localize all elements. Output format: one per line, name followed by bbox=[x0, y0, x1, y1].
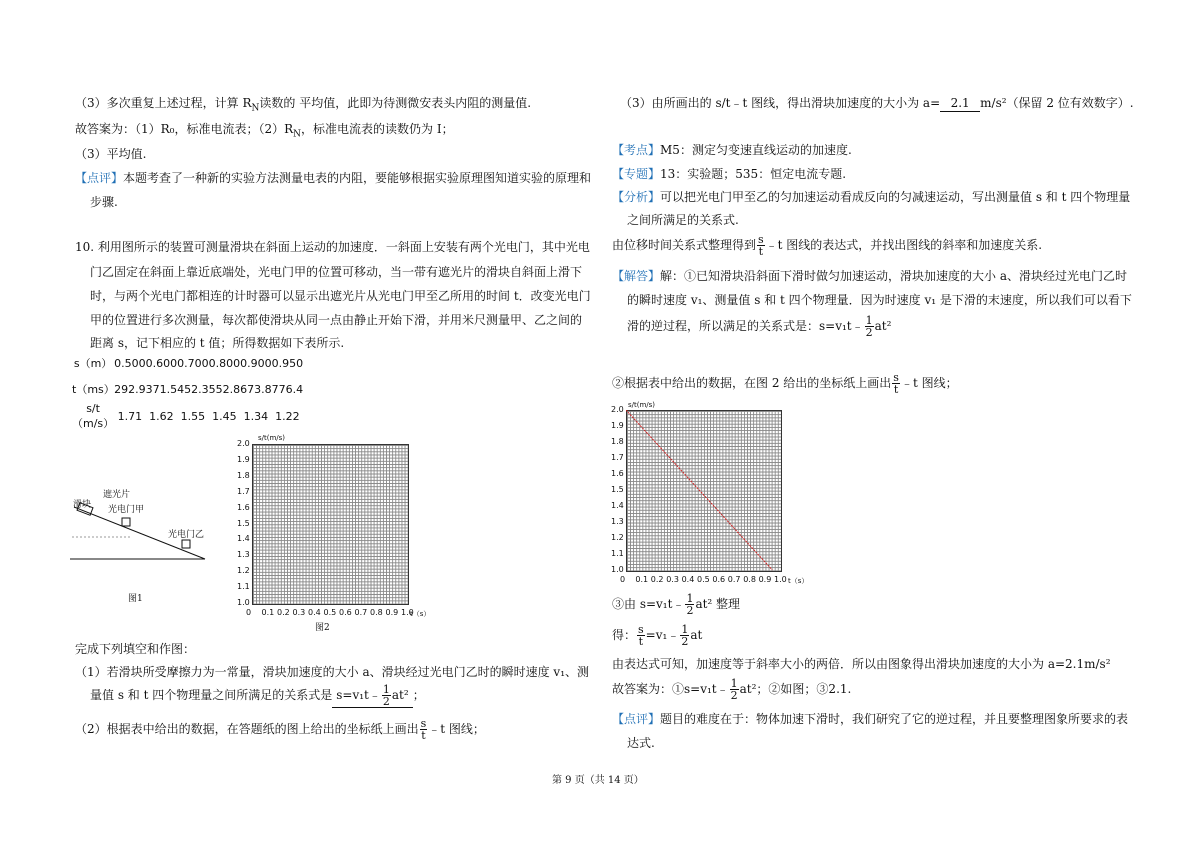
y-tick-label: 1.3 bbox=[237, 550, 250, 560]
table-cell: 1.22 bbox=[275, 410, 300, 423]
table-cell: s（m） bbox=[73, 357, 113, 370]
answer-blank: 2.1 bbox=[940, 95, 980, 112]
y-tick-label: 1.0 bbox=[611, 565, 624, 574]
y-tick-label: 1.7 bbox=[237, 486, 250, 496]
step-line: 得： $\frac{s}{t}$ =v₁﹣ $\frac{1}{2}$ at bbox=[612, 623, 703, 648]
y-tick-label: 1.2 bbox=[237, 566, 250, 576]
table-cell: 1.62 bbox=[149, 410, 174, 423]
table-cell: 0.600 bbox=[145, 356, 178, 370]
y-tick-label: 1.6 bbox=[611, 469, 624, 478]
x-tick-label: 0.2 bbox=[650, 575, 664, 584]
table-cell: 1.55 bbox=[180, 410, 206, 423]
x-tick-label: 0.9 bbox=[758, 575, 772, 584]
question-text: 10. 利用图所示的装置可测量滑块在斜面上运动的加速度．一斜面上安装有两个光电门，其中光电 bbox=[75, 240, 590, 254]
jieda-line: 的瞬时速度 v₁、测量值 s 和 t 四个物理量．因为时速度 v₁ 是下滑的末速度，所以我们可以看下 bbox=[627, 293, 1132, 307]
conclusion-line: 由表达式可知，加速度等于斜率大小的两倍．所以由图象得出滑块加速度的大小为 a=2.1m/s² bbox=[612, 657, 1111, 671]
figure-caption: 图1 bbox=[128, 594, 143, 604]
y-tick-label: 1.1 bbox=[611, 549, 624, 558]
label-gate-a: 光电门甲 bbox=[108, 505, 145, 515]
label-slider: 滑块 bbox=[73, 500, 92, 510]
table-cell: t（ms） bbox=[72, 383, 115, 396]
dianping-line: 【点评】题目的难度在于：物体加速下滑时，我们研究了它的逆过程，并且要整理图象所要求的表 bbox=[612, 712, 1129, 726]
table-cell: 1.71 bbox=[117, 410, 143, 423]
x-tick-label: 0.5 bbox=[323, 608, 337, 617]
y-tick-label: 1.0 bbox=[237, 598, 250, 607]
table-cell: 1.34 bbox=[243, 410, 269, 423]
incline-diagram bbox=[70, 485, 220, 565]
x-tick-label: 0.3 bbox=[292, 608, 306, 617]
x-axis-label: t（s） bbox=[410, 610, 431, 618]
question-part: 量值 s 和 t 四个物理量之间所满足的关系式是 s=v₁t﹣ $\frac{1}{2}$ at² ； bbox=[90, 683, 425, 708]
table-cell: 776.4 bbox=[271, 382, 304, 396]
question-part: （3）由所画出的 s/t﹣t 图线，得出滑块加速度的大小为 a= 2.1 m/s²（保留 2 位有效数字）. bbox=[620, 96, 1134, 110]
table-cell: 0.900 bbox=[240, 356, 272, 370]
y-axis-label: s/t(m/s) bbox=[628, 401, 656, 409]
x-tick-label: 0.5 bbox=[697, 575, 710, 584]
x-tick-label: 0.7 bbox=[727, 575, 741, 584]
table-cell: 0.700 bbox=[177, 356, 209, 370]
empty-grid bbox=[252, 444, 409, 605]
text-line: 完成下列填空和作图： bbox=[75, 642, 196, 656]
table-cell: 0.950 bbox=[271, 356, 304, 370]
comment-tag: 【点评】 bbox=[75, 171, 124, 185]
answer-blank: s=v₁t﹣ $\frac{1}{2}$ at² bbox=[332, 684, 412, 708]
y-tick-label: 1.4 bbox=[237, 534, 250, 544]
table-cell: 0.800 bbox=[208, 356, 241, 370]
text-line: 故答案为：（1）R₀，标准电流表；$(2)R_N$，标准电流表的读数仍为 I； bbox=[75, 122, 454, 140]
y-tick-label: 1.3 bbox=[611, 517, 624, 526]
table-row bbox=[72, 402, 303, 431]
x-tick-label: 0 bbox=[620, 575, 626, 584]
question-part: （2）根据表中给出的数据，在答题纸的图上给出的坐标纸上画出 $\frac{s}{t}$ ﹣t 图线； bbox=[75, 717, 485, 742]
x-tick-label: 0.9 bbox=[385, 608, 399, 617]
answer-line: 故答案为：①s=v₁t﹣ $\frac{1}{2}$ at²；②如图；③2.1. bbox=[612, 677, 852, 702]
x-tick-label: 1.0 bbox=[774, 575, 787, 584]
table-cell: 0.500 bbox=[114, 356, 146, 370]
x-tick-label: 0.4 bbox=[681, 575, 695, 584]
step-line: ③由 s=v₁t﹣ $\frac{1}{2}$ at² 整理 bbox=[612, 592, 741, 617]
table-cell: 452.3 bbox=[177, 382, 209, 396]
x-tick-label: 1.0 bbox=[401, 608, 414, 617]
y-axis-label: s/t(m/s) bbox=[258, 434, 286, 442]
y-tick-label: 1.8 bbox=[237, 470, 250, 480]
table-cell: 371.5 bbox=[145, 382, 178, 396]
table-cell: 673.8 bbox=[240, 382, 272, 396]
fenxi-line: 之间所满足的关系式. bbox=[627, 213, 739, 227]
y-tick-label: 1.9 bbox=[611, 421, 624, 430]
y-tick-label: 2.0 bbox=[611, 405, 624, 414]
table-cell: 292.9 bbox=[114, 382, 146, 396]
data-table bbox=[72, 350, 303, 431]
y-tick-label: 1.1 bbox=[237, 582, 250, 592]
fit-line bbox=[626, 410, 772, 570]
fit-line-svg bbox=[626, 410, 782, 572]
kaodian-line: 【考点】M5：测定匀变速直线运动的加速度. bbox=[612, 143, 852, 157]
text-line: （3）平均值. bbox=[75, 147, 147, 161]
x-tick-label: 0.8 bbox=[743, 575, 756, 584]
figure-caption: 图2 bbox=[315, 623, 330, 633]
question-text: 距离 s，记下相应的 t 值；所得数据如下表所示. bbox=[90, 336, 345, 350]
x-axis-label: t（s） bbox=[788, 577, 809, 585]
fenxi-line: 【分析】可以把光电门甲至乙的匀加速运动看成反向的匀减速运动，写出测量值 s 和 t 四个物理量 bbox=[612, 190, 1131, 204]
label-gate-b: 光电门乙 bbox=[168, 530, 205, 540]
label-shade: 遮光片 bbox=[103, 490, 131, 500]
x-tick-label: 0.8 bbox=[370, 608, 383, 617]
comment-line: 步骤. bbox=[90, 195, 118, 209]
dianping-line: 达式. bbox=[627, 736, 655, 750]
x-tick-label: 0.7 bbox=[354, 608, 368, 617]
y-tick-label: 1.4 bbox=[611, 501, 624, 510]
x-tick-label: 0 bbox=[246, 608, 252, 617]
question-part: （1）若滑块所受摩擦力为一常量，滑块加速度的大小 a、滑块经过光电门乙时的瞬时速度 v₁、测 bbox=[75, 665, 590, 679]
x-tick-label: 0.2 bbox=[277, 608, 290, 617]
y-tick-label: 1.5 bbox=[611, 485, 624, 494]
y-tick-label: 2.0 bbox=[237, 439, 250, 448]
y-tick-label: 1.8 bbox=[611, 437, 624, 446]
jieda-line: 【解答】解：①已知滑块沿斜面下滑时做匀加速运动，滑块加速度的大小 a、滑块经过光电门乙时 bbox=[612, 269, 1127, 283]
question-text: 甲的位置进行多次测量，每次都使滑块从同一点由静止开始下滑，并用米尺测量甲、乙之间的 bbox=[90, 313, 583, 327]
zhuanti-line: 【专题】13：实验题；535：恒定电流专题. bbox=[612, 167, 847, 181]
jieda-line: 滑的逆过程，所以满足的关系式是：s=v₁t﹣ $\frac{1}{2}$ at² bbox=[627, 314, 892, 339]
question-text: 门乙固定在斜面上靠近底端处，光电门甲的位置可移动，当一带有遮光片的滑块自斜面上滑下 bbox=[90, 265, 583, 279]
comment-line: 【点评】本题考查了一种新的实验方法测量电表的内阻，要能够根据实验原理图知道实验的原理和 bbox=[75, 171, 592, 185]
x-tick-label: 0.6 bbox=[339, 608, 352, 617]
x-tick-label: 0.1 bbox=[261, 608, 275, 617]
question-text: 时，与两个光电门都相连的计时器可以显示出遮光片从光电门甲至乙所用的时间 t．改变光电门 bbox=[90, 289, 591, 303]
figure-1 bbox=[70, 485, 220, 605]
y-tick-label: 1.5 bbox=[237, 518, 250, 528]
table-cell: s/t（m/s） bbox=[72, 402, 115, 430]
table-row bbox=[72, 376, 303, 402]
y-tick-label: 1.6 bbox=[237, 502, 250, 512]
table-row bbox=[72, 350, 303, 376]
text-line: （3）多次重复上述过程，计算 $R_N$读数的 平均值，此即为待测微安表头内阻的测量值. bbox=[75, 96, 532, 114]
x-tick-label: 0.3 bbox=[666, 575, 679, 584]
x-tick-label: 0.1 bbox=[635, 575, 649, 584]
table-cell: 552.8 bbox=[208, 382, 241, 396]
y-tick-label: 1.7 bbox=[611, 453, 624, 462]
step-line: ②根据表中给出的数据，在图 2 给出的坐标纸上画出 $\frac{s}{t}$ ﹣t 图线； bbox=[612, 371, 958, 396]
fenxi-line: 由位移时间关系式整理得到 $\frac{s}{t}$ ﹣t 图线的表达式，并找出图线的斜率和加速度关系. bbox=[612, 233, 1043, 258]
table-cell: 1.45 bbox=[212, 410, 237, 423]
x-tick-label: 0.6 bbox=[712, 575, 726, 584]
y-tick-label: 1.9 bbox=[237, 454, 250, 464]
x-tick-label: 0.4 bbox=[308, 608, 321, 617]
y-tick-label: 1.2 bbox=[611, 533, 624, 542]
page-footer: 第 9 页（共 14 页） bbox=[552, 775, 644, 786]
